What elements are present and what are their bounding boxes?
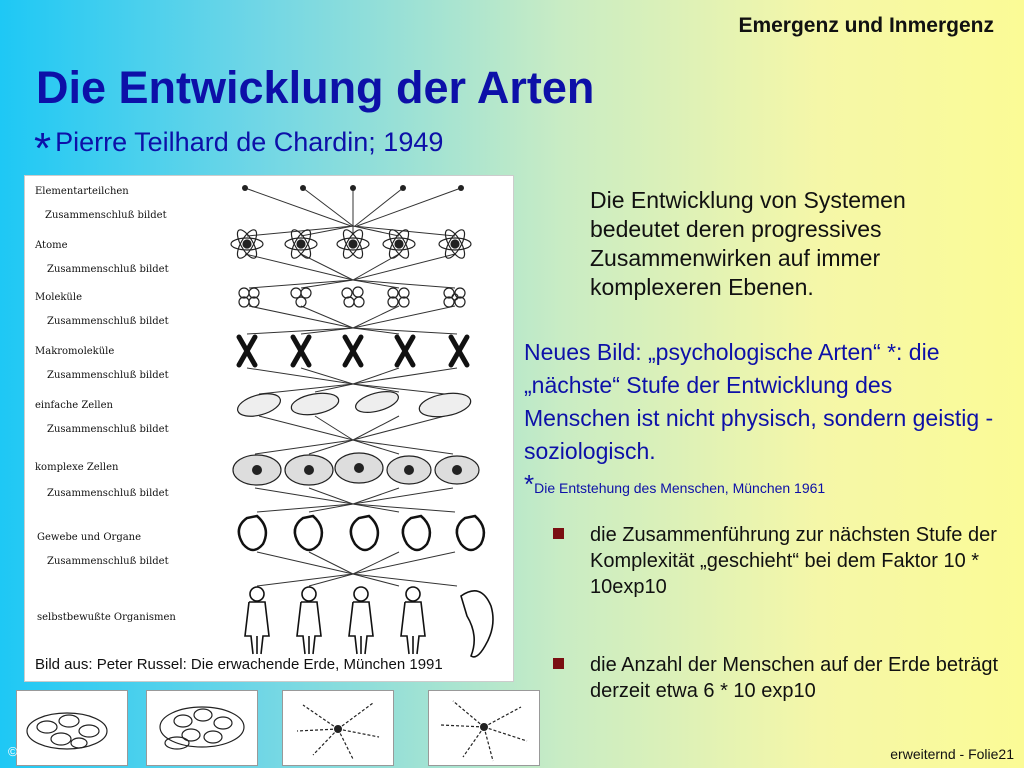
- figure-level-sub: Zusammenschluß bildet: [45, 210, 167, 221]
- evolution-drawing: [25, 176, 513, 681]
- bullet-item: [553, 652, 1013, 704]
- bullet-text: die Zusammenführung zur nächsten Stufe der Komplexität „geschieht“ bei dem Faktor 10 * 10exp10: [590, 524, 997, 598]
- bullet-text: die Anzahl der Menschen auf der Erde beträgt derzeit etwa 6 * 10 exp10: [590, 654, 999, 702]
- figure-level-sub: Zusammenschluß bildet: [47, 370, 169, 381]
- figure-level-label: Atome: [35, 240, 68, 251]
- figure-level-label: Gewebe und Organe: [37, 532, 142, 543]
- figure-level-sub: Zusammenschluß bildet: [47, 316, 169, 327]
- figure-caption: Bild aus: Peter Russel: Die erwachende Erde, München 1991: [35, 656, 443, 673]
- new-image-text: Neues Bild: „psychologische Arten“ *: die „nächste“ Stufe der Entwicklung des Menschen ist nicht physisch, sondern geistig - soziologisch.: [524, 339, 994, 464]
- intro-paragraph: Die Entwicklung von Systemen bedeutet deren progressives Zusammenwirken auf immer komplexeren Ebenen.: [590, 187, 906, 300]
- figure-level-label: Moleküle: [35, 292, 82, 303]
- subtitle-asterisk: *: [34, 124, 52, 173]
- bullet-marker: [553, 658, 564, 669]
- network-sketch-2: [429, 691, 539, 765]
- thumbnail-network: [282, 690, 394, 766]
- figure-level-label: einfache Zellen: [35, 400, 113, 411]
- evolution-figure: [24, 175, 514, 682]
- thumbnail-cells: [16, 690, 128, 766]
- thumbnail-network-2: [428, 690, 540, 766]
- subtitle-text: Pierre Teilhard de Chardin; 1949: [55, 127, 444, 157]
- slide-number: erweiternd - Folie21: [890, 746, 1014, 762]
- slide-title: Die Entwicklung der Arten: [36, 62, 595, 113]
- copyright-mark: ©: [8, 744, 18, 759]
- figure-level-label: komplexe Zellen: [35, 462, 119, 473]
- figure-level-sub: Zusammenschluß bildet: [47, 264, 169, 275]
- footnote-text: Die Entstehung des Menschen, München 1961: [534, 480, 826, 496]
- header-title: Emergenz und Inmergenz: [738, 14, 994, 37]
- network-sketch: [283, 691, 393, 765]
- slide-subtitle: [34, 124, 443, 174]
- figure-level-label: selbstbewußte Organismen: [37, 612, 176, 623]
- figure-level-sub: Zusammenschluß bildet: [47, 556, 169, 567]
- cells-sketch: [17, 691, 127, 765]
- thumbnail-cell-cluster: [146, 690, 258, 766]
- figure-level-label: Elementarteilchen: [35, 186, 129, 197]
- bullet-item: [553, 522, 1013, 600]
- figure-level-label: Makromoleküle: [35, 346, 115, 357]
- figure-level-sub: Zusammenschluß bildet: [47, 488, 169, 499]
- footnote-asterisk: *: [524, 469, 535, 499]
- figure-level-sub: Zusammenschluß bildet: [47, 424, 169, 435]
- new-image-paragraph: [524, 336, 1004, 505]
- cell-cluster-sketch: [147, 691, 257, 765]
- bullet-marker: [553, 528, 564, 539]
